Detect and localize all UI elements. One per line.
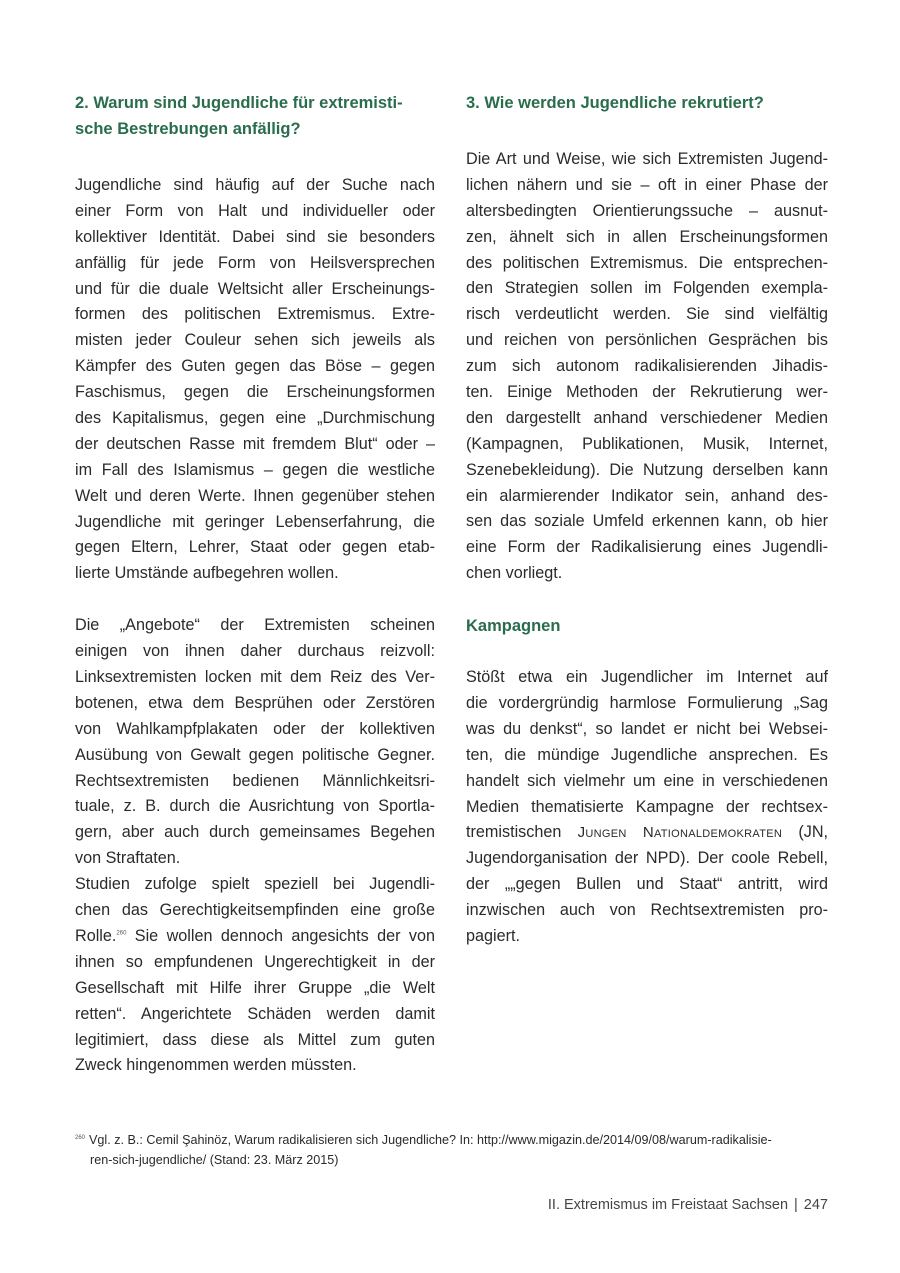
text-line: (Kampagnen, Publikationen, Musik, Internet, xyxy=(466,434,828,453)
text-line: den dargestellt anhand verschiedener Medien xyxy=(466,408,828,427)
organisation-name: Jungen Nationaldemokraten xyxy=(577,824,783,842)
text-fragment: Rolle. xyxy=(75,926,117,945)
page-footer xyxy=(548,1197,828,1213)
text-line: Stößt etwa ein Jugendlicher im Internet auf xyxy=(466,668,828,687)
footnote-line: ren-sich-jugendliche/ (Stand: 23. März 2015) xyxy=(90,1153,339,1167)
text-line: Die „Angebote“ der Extremisten scheinen xyxy=(75,616,435,635)
text-line: ein alarmierender Indikator sein, anhand des- xyxy=(466,486,828,505)
text-line: retten“. Angerichtete Schäden werden damit xyxy=(75,1004,435,1023)
text-line: eine Form der Radikalisierung eines Jugendli- xyxy=(466,538,828,557)
text-line: und reichen von persönlichen Gesprächen bis xyxy=(466,331,828,350)
text-line: Die Art und Weise, wie sich Extremisten Jugend- xyxy=(466,150,828,168)
text-line: pagiert. xyxy=(466,927,520,946)
text-line: Jugendliche mit geringer Lebenserfahrung, die xyxy=(75,512,435,531)
text-line: Zweck hingenommen werden müssten. xyxy=(75,1056,357,1075)
text-line: Linksextremisten locken mit dem Reiz des Ver- xyxy=(75,668,435,687)
text-line: lierte Umstände aufbegehren wollen. xyxy=(75,564,339,583)
text-line: chen vorliegt. xyxy=(466,564,563,583)
text-line: einer Form von Halt und individueller oder xyxy=(75,201,435,220)
subheading-kampagnen: Kampagnen xyxy=(466,617,561,636)
text-line: Studien zufolge spielt speziell bei Jugendli- xyxy=(75,875,435,894)
text-line: formen des politischen Extremismus. Extre- xyxy=(75,305,435,324)
heading-line: 2. Warum sind Jugendliche für extremisti- xyxy=(75,94,403,112)
footer-section-title: II. Extremismus im Freistaat Sachsen xyxy=(547,1197,789,1213)
footnote xyxy=(75,1130,830,1170)
text-line: gegen Eltern, Lehrer, Staat oder gegen etab- xyxy=(75,538,435,557)
paragraph xyxy=(466,147,828,587)
text-line: handelt sich vielmehr um eine in verschiedenen xyxy=(466,771,828,790)
text-line: Rechtsextremisten bedienen Männlichkeitsri- xyxy=(75,771,435,790)
text-line: altersbedingten Orientierungssuche – ausnut- xyxy=(466,201,828,220)
text-line: anfällig für jede Form von Heilsversprechen xyxy=(75,253,435,272)
text-line: gern, aber auch durch gemeinsames Begehen xyxy=(75,823,435,842)
text-line: Welt und deren Werte. Ihnen gegenüber stehen xyxy=(75,486,435,505)
text-line: die vordergründig harmlose Formulierung „Sag xyxy=(466,694,828,713)
left-column xyxy=(75,90,435,1079)
text-line: zum sich autonom radikalisierenden Jihadis- xyxy=(466,357,828,376)
text-line: botenen, etwa dem Besprühen oder Zerstören xyxy=(75,693,435,712)
text-line: was du denkst“, so landet er nicht bei Websei- xyxy=(466,719,828,738)
section-heading-2 xyxy=(75,90,435,142)
footnote-text: Vgl. z. B.: Cemil Şahinöz, Warum radikalisieren sich Jugendliche? In: http://www.migazin.de/2014/09/08/warum-radikalisie- xyxy=(89,1133,772,1147)
text-line: ten. Einige Methoden der Rekrutierung wer- xyxy=(466,383,828,402)
text-line: tuale, z. B. durch die Ausrichtung von Sportla- xyxy=(75,797,435,816)
text-line: der „„gegen Bullen und Staat“ antritt, wird xyxy=(466,875,828,894)
page-number: 247 xyxy=(803,1197,828,1213)
text-line: Kämpfer des Guten gegen das Böse – gegen xyxy=(75,357,435,376)
text-line: kollektiver Identität. Dabei sind sie besonders xyxy=(75,227,435,246)
text-line: des Kapitalismus, gegen eine „Durchmischung xyxy=(75,409,435,428)
paragraph xyxy=(75,173,435,587)
right-column xyxy=(466,90,828,950)
text-line: im Fall des Islamismus – gegen die westliche xyxy=(75,460,435,479)
text-line: sen das soziale Umfeld erkennen kann, ob hier xyxy=(466,512,828,531)
text-line: Szenebekleidung). Die Nutzung derselben kann xyxy=(466,460,828,479)
text-line: legitimiert, dass diese als Mittel zum guten xyxy=(75,1030,435,1049)
text-line: den Strategien sollen im Folgenden exempla- xyxy=(466,279,828,298)
text-line: Jugendliche sind häufig auf der Suche nach xyxy=(75,176,435,194)
text-line: misten jeder Couleur sehen sich jeweils als xyxy=(75,331,435,350)
text-line: Jugendorganisation der NPD). Der coole Rebell, xyxy=(466,849,828,868)
text-line: inzwischen auch von Rechtsextremisten pro- xyxy=(466,901,828,920)
text-line: Gesellschaft mit Hilfe ihrer Gruppe „die Welt xyxy=(75,978,435,997)
text-fragment: (JN, xyxy=(782,823,828,842)
text-line: zen, ähnelt sich in allen Erscheinungsformen xyxy=(466,227,828,246)
text-line: von Straftaten. xyxy=(75,849,181,868)
text-line: ihnen so empfundenen Ungerechtigkeit in der xyxy=(75,952,435,971)
text-line: der deutschen Rasse mit fremdem Blut“ oder – xyxy=(75,434,435,453)
heading-line: sche Bestrebungen anfällig? xyxy=(75,120,301,138)
text-line: lichen nähern und sie – oft in einer Phase der xyxy=(466,175,828,194)
text-line-smallcaps xyxy=(466,820,828,846)
text-fragment: Sie wollen dennoch angesichts der von xyxy=(126,926,435,945)
text-line: Ausübung von Gewalt gegen politische Gegner. xyxy=(75,745,435,764)
paragraph xyxy=(75,613,435,872)
footnote-reference[interactable]: 260 xyxy=(116,930,127,937)
footnote-number: 260 xyxy=(75,1134,86,1141)
text-line-footnote-ref xyxy=(75,924,435,950)
section-heading-3: 3. Wie werden Jugendliche rekrutiert? xyxy=(466,94,764,112)
paragraph xyxy=(466,665,828,950)
text-fragment: tremistischen xyxy=(466,823,578,842)
text-line: ten, die mündige Jugendliche ansprechen. Es xyxy=(466,745,828,764)
paragraph xyxy=(75,872,435,1079)
text-line: einigen von ihnen daher durchaus reizvoll: xyxy=(75,642,435,661)
footer-separator: | xyxy=(794,1197,798,1213)
footnote-line xyxy=(75,1130,830,1150)
text-line: des politischen Extremismus. Die entsprechen- xyxy=(466,253,828,272)
text-line: risch verdeutlicht werden. Sie sind vielfältig xyxy=(466,305,828,324)
text-line: von Wahlkampfplakaten oder der kollektiven xyxy=(75,719,435,738)
text-line: Faschismus, gegen die Erscheinungsformen xyxy=(75,383,435,402)
text-line: und für die duale Weltsicht aller Erscheinungs- xyxy=(75,279,435,298)
text-line: Medien thematisierte Kampagne der rechtsex- xyxy=(466,797,828,816)
text-line: chen das Gerechtigkeitsempfinden eine große xyxy=(75,901,435,920)
